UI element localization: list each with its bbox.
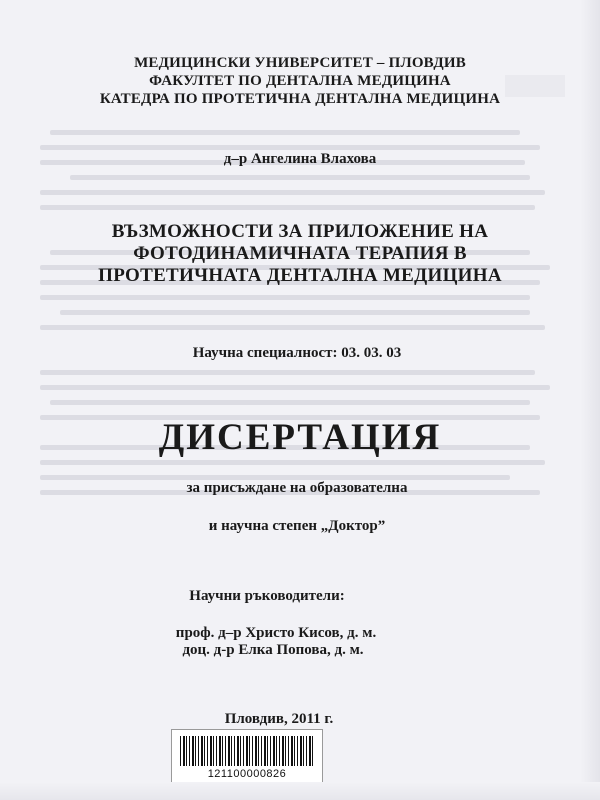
- page-bottom-shadow: [0, 782, 600, 800]
- thesis-title-line-1: ВЪЗМОЖНОСТИ ЗА ПРИЛОЖЕНИЕ НА: [111, 221, 489, 242]
- purpose-line-2: и научна степен „Доктор”: [208, 518, 386, 534]
- department-name: КАТЕДРА ПО ПРОТЕТИЧНА ДЕНТАЛНА МЕДИЦИНА: [99, 91, 501, 107]
- barcode-number: 121100000826: [207, 768, 287, 780]
- document-type: ДИСЕРТАЦИЯ: [158, 417, 442, 458]
- supervisor-1: проф. д–р Христо Кисов, д. м.: [175, 625, 377, 641]
- barcode-label: [171, 729, 323, 788]
- city-year: Пловдив, 2011 г.: [224, 711, 334, 727]
- university-name: МЕДИЦИНСКИ УНИВЕРСИТЕТ – ПЛОВДИВ: [134, 55, 466, 71]
- specialty: Научна специалност: 03. 03. 03: [192, 345, 402, 361]
- supervisor-2: доц. д-р Елка Попова, д. м.: [182, 642, 364, 658]
- barcode-bars: [180, 736, 314, 766]
- thesis-title-line-2: ФОТОДИНАМИЧНАТА ТЕРАПИЯ В: [133, 243, 467, 264]
- thesis-title-line-3: ПРОТЕТИЧНАТА ДЕНТАЛНА МЕДИЦИНА: [98, 265, 502, 286]
- purpose-line-1: за присъждане на образователна: [186, 480, 408, 496]
- faculty-name: ФАКУЛТЕТ ПО ДЕНТАЛНА МЕДИЦИНА: [149, 73, 451, 89]
- author-name: д–р Ангелина Влахова: [223, 151, 377, 167]
- supervisors-heading: Научни ръководители:: [189, 588, 345, 604]
- page-edge-shadow: [580, 0, 600, 800]
